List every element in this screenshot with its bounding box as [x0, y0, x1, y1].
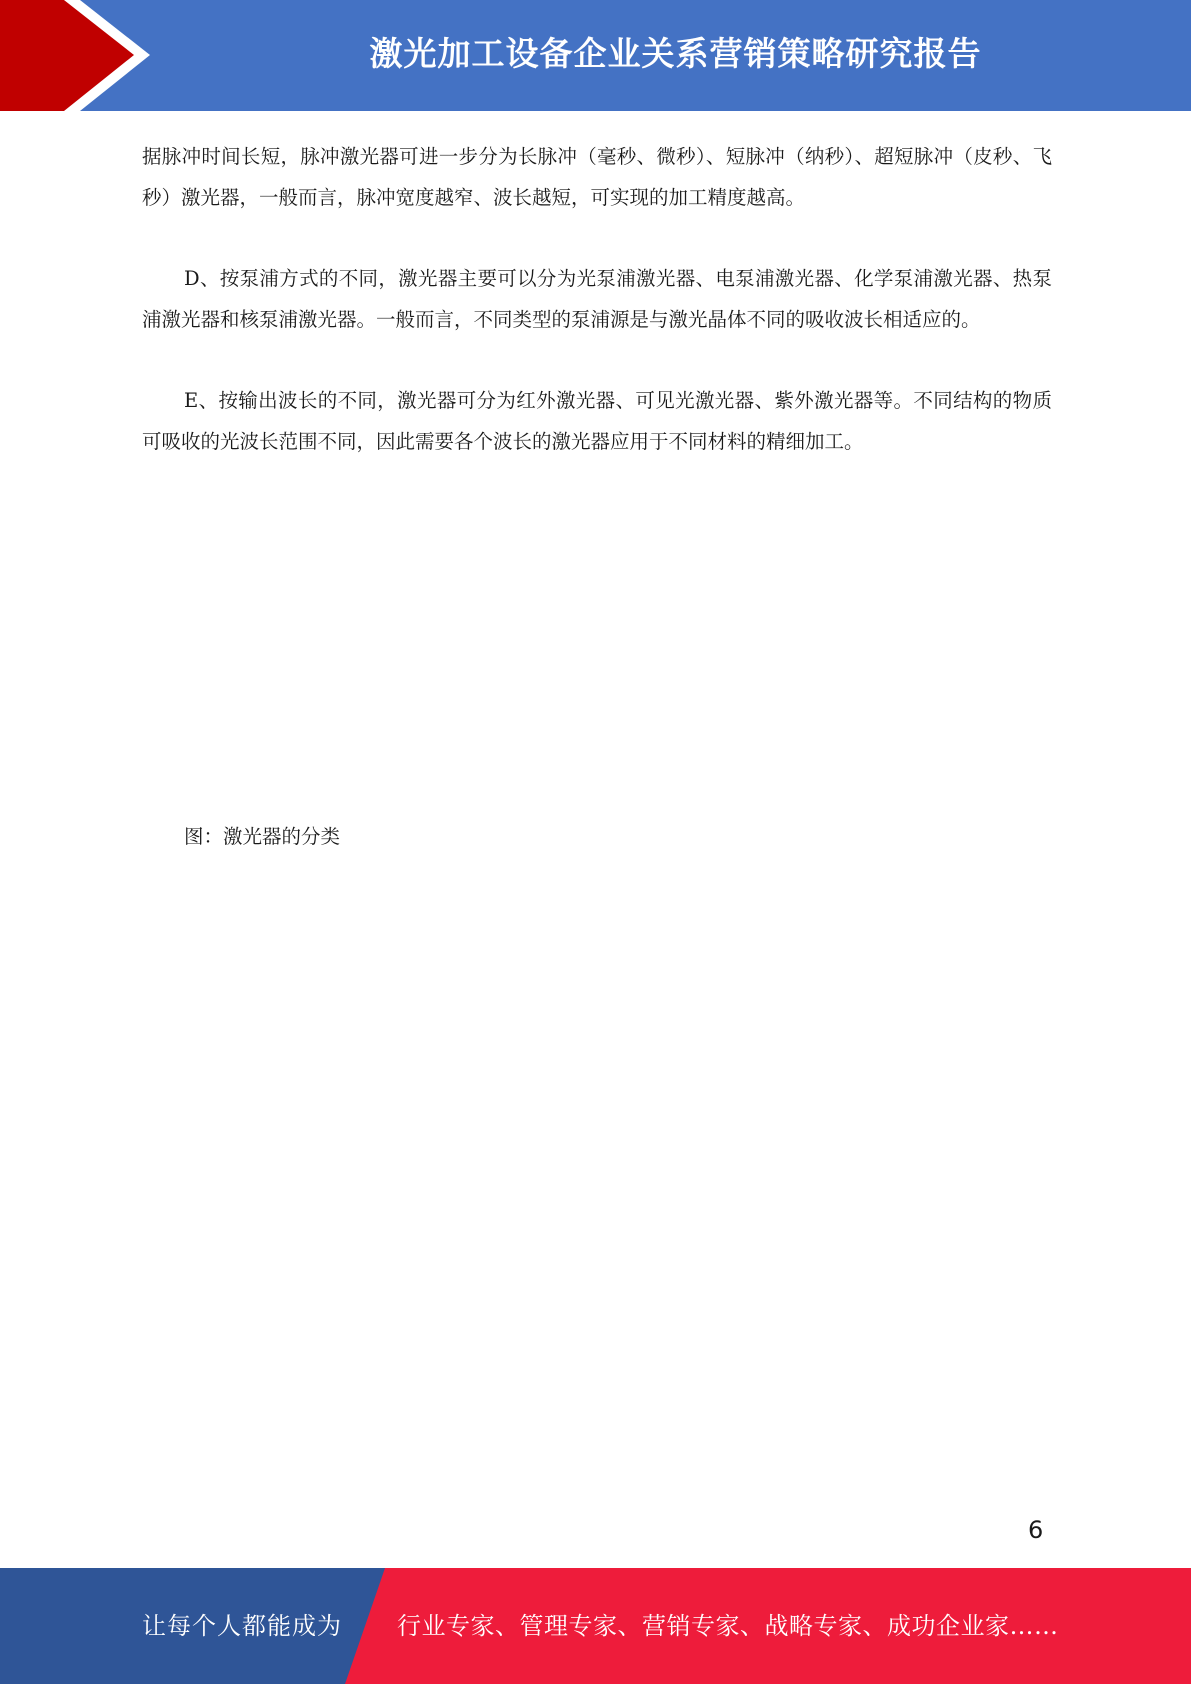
report-title: 激光加工设备企业关系营销策略研究报告 — [369, 34, 982, 73]
paragraph-output-wavelength: E、按输出波长的不同，激光器可分为红外激光器、可见光激光器、紫外激光器等。不同结构的物质可吸收的光波长范围不同，因此需要各个波长的激光器应用于不同材料的精细加工。 — [142, 389, 1052, 453]
figure-caption: 图：激光器的分类 — [184, 825, 341, 848]
footer-banner — [0, 1568, 1191, 1684]
header-banner — [0, 0, 1191, 111]
header-chevron-decoration — [0, 0, 160, 111]
footer-slogan-right: 行业专家、管理专家、营销专家、战略专家、成功企业家…… — [397, 1612, 1059, 1640]
main-content — [142, 136, 1052, 462]
page-number: 6 — [1028, 1516, 1044, 1544]
paragraph-pulse-duration: 据脉冲时间长短，脉冲激光器可进一步分为长脉冲（毫秒、微秒）、短脉冲（纳秒）、超短脉冲（皮秒、飞秒）激光器，一般而言，脉冲宽度越窄、波长越短，可实现的加工精度越高。 — [142, 145, 1052, 209]
footer-slogan-left: 让每个人都能成为 — [142, 1612, 342, 1640]
paragraph-pump-method: D、按泵浦方式的不同，激光器主要可以分为光泵浦激光器、电泵浦激光器、化学泵浦激光器、热泵浦激光器和核泵浦激光器。一般而言，不同类型的泵浦源是与激光晶体不同的吸收波长相适应的。 — [142, 267, 1052, 331]
